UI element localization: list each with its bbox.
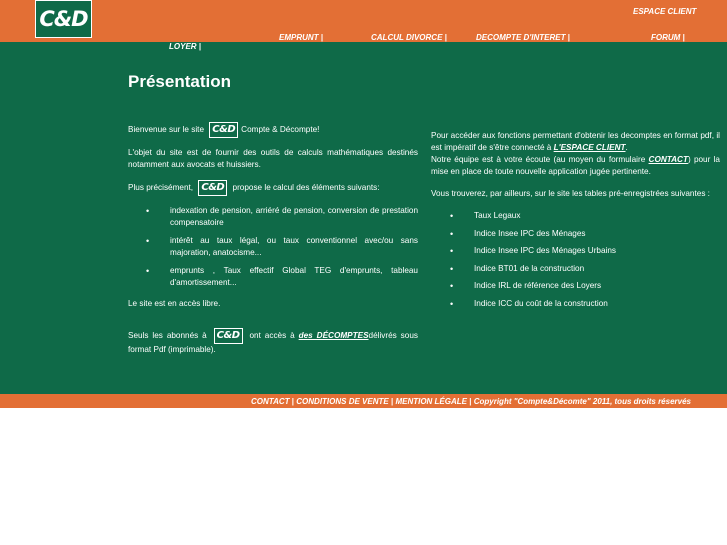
abonnes-pre: Seuls les abonnés à xyxy=(128,331,207,340)
list-item: • Indice ICC du coût de la construction xyxy=(431,298,720,310)
equipe-pre: Notre équipe est à votre écoute (au moyen du formulaire xyxy=(431,155,646,164)
copyright-text: Copyright "Compte&Décomte" 2011, tous droits réservés xyxy=(473,397,691,406)
contact-link[interactable]: CONTACT xyxy=(648,155,688,164)
plus-post: propose le calcul des éléments suivants: xyxy=(232,183,380,192)
left-column xyxy=(128,122,418,365)
nav-espace-client[interactable]: ESPACE CLIENT xyxy=(633,7,697,16)
tables-intro: Vous trouverez, par ailleurs, sur le site les tables pré-enregistrées suivantes : xyxy=(431,189,710,198)
nav-emprunt[interactable]: EMPRUNT | xyxy=(279,33,324,42)
site-logo[interactable]: C&D xyxy=(35,0,92,38)
footer-separator: | xyxy=(469,397,472,406)
footer xyxy=(0,394,727,408)
footer-links xyxy=(251,397,691,406)
footer-conditions-link[interactable]: CONDITIONS DE VENTE xyxy=(296,397,389,406)
footer-separator: | xyxy=(390,397,394,406)
abonnes-text xyxy=(128,328,418,356)
footer-separator: | xyxy=(291,397,295,406)
acces-libre-text: Le site est en accès libre. xyxy=(128,299,221,308)
list-item: • emprunts , Taux effectif Global TEG d'emprunts, tableau d'amortissement... xyxy=(128,265,418,289)
access-text xyxy=(431,130,720,154)
objet-text: L'objet du site est de fournir des outils de calculs mathématiques destinés notamment aux avocats et huissiers. xyxy=(128,148,418,169)
footer-mention-link[interactable]: MENTION LÉGALE xyxy=(395,397,467,406)
services-list xyxy=(128,205,418,289)
welcome-post: Compte & Décompte! xyxy=(241,125,320,134)
welcome-text xyxy=(128,122,418,138)
abonnes-mid: ont accès à xyxy=(249,331,295,340)
equipe-text xyxy=(431,154,720,178)
nav-loyer[interactable]: LOYER | xyxy=(169,42,202,51)
equipe-post: ) pour la mise en place de toute nouvelle application jugée pertinente. xyxy=(431,155,720,176)
espace-client-link[interactable]: L'ESPACE CLIENT xyxy=(553,143,626,152)
list-item: • Indice IRL de référence des Loyers xyxy=(431,280,720,292)
top-bar xyxy=(0,0,727,42)
list-item: • intérêt au taux légal, ou taux conventionnel avec/ou sans majoration, anatocisme... xyxy=(128,235,418,259)
nav-forum[interactable]: FORUM | xyxy=(651,33,685,42)
plus-pre: Plus précisément, xyxy=(128,183,194,192)
welcome-pre: Bienvenue sur le site xyxy=(128,125,205,134)
footer-contact-link[interactable]: CONTACT xyxy=(251,397,290,406)
access-pre: Pour accéder aux fonctions permettant d'obtenir les decomptes en format pdf, il est impératif de s'être connecté à xyxy=(431,131,720,152)
cd-badge: C&D xyxy=(209,122,238,138)
page-title: Présentation xyxy=(128,72,231,91)
access-dot: . xyxy=(625,143,628,152)
list-item: • indexation de pension, arriéré de pension, conversion de prestation compensatoire xyxy=(128,205,418,229)
list-item: • Indice BT01 de la construction xyxy=(431,263,720,275)
nav-calcul-divorce[interactable]: CALCUL DIVORCE | xyxy=(371,33,447,42)
list-item: • Indice Insee IPC des Ménages xyxy=(431,228,720,240)
right-column xyxy=(431,130,720,316)
list-item: • Taux Legaux xyxy=(431,210,720,222)
nav-decompte-interet[interactable]: DECOMPTE D'INTERET | xyxy=(476,33,570,42)
cd-badge: C&D xyxy=(214,328,243,344)
abonnes-post: délivrés sous format Pdf (imprimable). xyxy=(128,331,418,354)
decomptes-link[interactable]: des DÉCOMPTES xyxy=(298,331,369,340)
cd-badge: C&D xyxy=(198,180,227,196)
list-item: • Indice Insee IPC des Ménages Urbains xyxy=(431,245,720,257)
tables-list xyxy=(431,210,720,310)
plus-text xyxy=(128,180,418,196)
